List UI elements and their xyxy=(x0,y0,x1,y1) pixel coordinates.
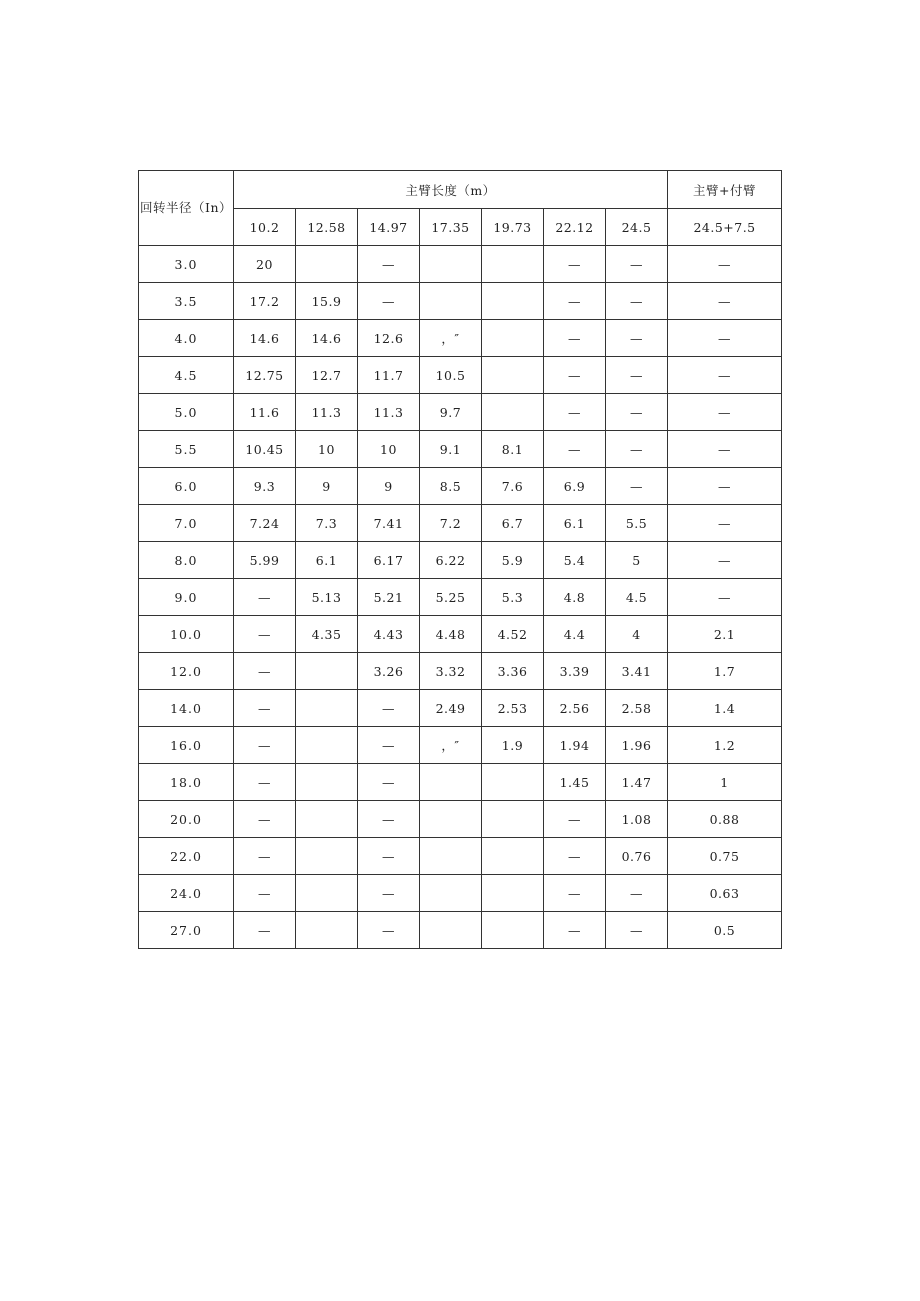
load-cell: 2.49 xyxy=(420,690,482,727)
boom-plus-jib-load-cell: — xyxy=(668,431,782,468)
boom-plus-jib-load-cell: — xyxy=(668,246,782,283)
table-row xyxy=(139,283,782,320)
load-cell: 7.41 xyxy=(358,505,420,542)
radius-cell: 27.0 xyxy=(139,912,234,949)
load-cell: — xyxy=(234,579,296,616)
boom-plus-jib-load-cell: — xyxy=(668,283,782,320)
boom-plus-jib-load-cell: — xyxy=(668,579,782,616)
load-cell: — xyxy=(606,283,668,320)
table-row xyxy=(139,690,782,727)
boom-length-header: 10.2 xyxy=(234,209,296,246)
load-cell: 5.21 xyxy=(358,579,420,616)
table-row xyxy=(139,653,782,690)
load-cell: 7.6 xyxy=(482,468,544,505)
load-cell: 12.75 xyxy=(234,357,296,394)
load-cell: — xyxy=(358,875,420,912)
radius-cell: 5.0 xyxy=(139,394,234,431)
load-cell: 11.3 xyxy=(296,394,358,431)
boom-plus-jib-load-cell: 1.2 xyxy=(668,727,782,764)
load-cell: 1.9 xyxy=(482,727,544,764)
load-cell: — xyxy=(234,912,296,949)
load-cell: — xyxy=(358,912,420,949)
load-cell: 3.32 xyxy=(420,653,482,690)
load-cell: — xyxy=(234,690,296,727)
load-cell xyxy=(296,801,358,838)
load-cell: — xyxy=(544,357,606,394)
load-cell: 9 xyxy=(358,468,420,505)
boom-length-header: 17.35 xyxy=(420,209,482,246)
load-cell xyxy=(420,764,482,801)
load-cell: 1.96 xyxy=(606,727,668,764)
load-cell: 3.41 xyxy=(606,653,668,690)
table-row xyxy=(139,357,782,394)
load-cell: 5 xyxy=(606,542,668,579)
load-cell: — xyxy=(544,283,606,320)
boom-plus-jib-load-cell: — xyxy=(668,394,782,431)
boom-plus-jib-load-cell: — xyxy=(668,320,782,357)
load-cell xyxy=(296,653,358,690)
boom-plus-jib-load-cell: — xyxy=(668,542,782,579)
radius-cell: 18.0 xyxy=(139,764,234,801)
radius-cell: 3.5 xyxy=(139,283,234,320)
load-cell: 9.1 xyxy=(420,431,482,468)
load-cell: — xyxy=(234,875,296,912)
radius-cell: 24.0 xyxy=(139,875,234,912)
radius-cell: 5.5 xyxy=(139,431,234,468)
load-cell: 14.6 xyxy=(296,320,358,357)
table-row xyxy=(139,579,782,616)
load-cell: 5.25 xyxy=(420,579,482,616)
load-cell: 2.56 xyxy=(544,690,606,727)
load-cell: 4 xyxy=(606,616,668,653)
load-cell: 9 xyxy=(296,468,358,505)
load-cell: 15.9 xyxy=(296,283,358,320)
load-cell: 6.7 xyxy=(482,505,544,542)
table-row xyxy=(139,616,782,653)
main-boom-header: 主臂长度（m） xyxy=(234,171,668,209)
load-cell: — xyxy=(358,690,420,727)
table-row xyxy=(139,764,782,801)
boom-plus-jib-load-cell: 1.4 xyxy=(668,690,782,727)
boom-plus-jib-load-cell: 1 xyxy=(668,764,782,801)
load-cell xyxy=(482,283,544,320)
table-row xyxy=(139,875,782,912)
load-cell: 9.3 xyxy=(234,468,296,505)
load-cell: — xyxy=(544,431,606,468)
load-cell: — xyxy=(544,801,606,838)
load-cell xyxy=(296,246,358,283)
load-cell: — xyxy=(234,653,296,690)
table-row xyxy=(139,542,782,579)
radius-header: 回转半径（In） xyxy=(139,171,234,246)
load-cell xyxy=(482,764,544,801)
load-cell xyxy=(482,801,544,838)
load-cell: 5.13 xyxy=(296,579,358,616)
boom-length-header: 14.97 xyxy=(358,209,420,246)
boom-length-header: 24.5 xyxy=(606,209,668,246)
load-cell xyxy=(420,801,482,838)
table-row xyxy=(139,505,782,542)
radius-cell: 4.5 xyxy=(139,357,234,394)
load-cell xyxy=(482,394,544,431)
load-cell xyxy=(482,320,544,357)
load-cell xyxy=(482,357,544,394)
load-cell xyxy=(296,727,358,764)
boom-plus-jib-load-cell: — xyxy=(668,505,782,542)
boom-plus-jib-load-cell: 0.63 xyxy=(668,875,782,912)
header-row-main xyxy=(139,171,782,209)
load-cell: 7.3 xyxy=(296,505,358,542)
load-cell xyxy=(482,246,544,283)
load-cell: 12.7 xyxy=(296,357,358,394)
load-cell: — xyxy=(606,246,668,283)
boom-length-header: 22.12 xyxy=(544,209,606,246)
radius-cell: 3.0 xyxy=(139,246,234,283)
load-cell: — xyxy=(234,764,296,801)
load-cell: 12.6 xyxy=(358,320,420,357)
load-cell: 10.5 xyxy=(420,357,482,394)
table-row xyxy=(139,431,782,468)
load-cell: — xyxy=(606,431,668,468)
load-cell xyxy=(420,912,482,949)
load-cell xyxy=(482,912,544,949)
load-cell xyxy=(420,838,482,875)
load-cell: — xyxy=(234,801,296,838)
boom-plus-jib-load-cell: 2.1 xyxy=(668,616,782,653)
load-cell: — xyxy=(544,875,606,912)
load-cell: 6.9 xyxy=(544,468,606,505)
table-row xyxy=(139,801,782,838)
load-cell: — xyxy=(606,912,668,949)
radius-cell: 16.0 xyxy=(139,727,234,764)
load-cell: 11.6 xyxy=(234,394,296,431)
load-cell: ，″ xyxy=(420,320,482,357)
load-cell: 5.4 xyxy=(544,542,606,579)
load-cell: — xyxy=(358,838,420,875)
table-row xyxy=(139,246,782,283)
load-cell: 5.9 xyxy=(482,542,544,579)
load-cell: — xyxy=(544,912,606,949)
load-cell: 1.08 xyxy=(606,801,668,838)
load-cell: ，″ xyxy=(420,727,482,764)
load-cell: 3.39 xyxy=(544,653,606,690)
load-cell: 9.7 xyxy=(420,394,482,431)
load-table-body xyxy=(139,171,782,949)
load-cell xyxy=(420,875,482,912)
load-cell: — xyxy=(544,320,606,357)
load-cell xyxy=(296,912,358,949)
load-cell: — xyxy=(358,246,420,283)
load-cell xyxy=(296,690,358,727)
table-row xyxy=(139,394,782,431)
load-cell: 1.47 xyxy=(606,764,668,801)
load-cell: — xyxy=(606,468,668,505)
load-cell: 3.26 xyxy=(358,653,420,690)
load-cell: — xyxy=(544,394,606,431)
table-row xyxy=(139,838,782,875)
boom-plus-jib-load-cell: 0.5 xyxy=(668,912,782,949)
load-cell: 0.76 xyxy=(606,838,668,875)
load-cell: 6.1 xyxy=(296,542,358,579)
load-cell: 4.8 xyxy=(544,579,606,616)
radius-cell: 7.0 xyxy=(139,505,234,542)
load-cell: 2.58 xyxy=(606,690,668,727)
radius-cell: 22.0 xyxy=(139,838,234,875)
load-cell: — xyxy=(606,875,668,912)
boom-plus-jib-load-cell: 0.88 xyxy=(668,801,782,838)
header-row-lengths xyxy=(139,209,782,246)
radius-cell: 10.0 xyxy=(139,616,234,653)
load-cell: 5.3 xyxy=(482,579,544,616)
load-cell xyxy=(420,246,482,283)
table-row xyxy=(139,912,782,949)
load-cell: 2.53 xyxy=(482,690,544,727)
load-cell: 11.3 xyxy=(358,394,420,431)
boom-plus-jib-load-cell: — xyxy=(668,357,782,394)
table-row xyxy=(139,727,782,764)
radius-cell: 9.0 xyxy=(139,579,234,616)
load-cell: — xyxy=(358,727,420,764)
load-cell: 1.45 xyxy=(544,764,606,801)
load-cell: — xyxy=(234,727,296,764)
load-cell: 4.48 xyxy=(420,616,482,653)
radius-cell: 4.0 xyxy=(139,320,234,357)
load-cell: — xyxy=(234,616,296,653)
load-cell: — xyxy=(234,838,296,875)
load-cell xyxy=(296,764,358,801)
load-cell: — xyxy=(544,838,606,875)
load-cell xyxy=(420,283,482,320)
load-cell: 7.24 xyxy=(234,505,296,542)
load-cell: 6.1 xyxy=(544,505,606,542)
load-cell: 5.99 xyxy=(234,542,296,579)
load-cell: 8.1 xyxy=(482,431,544,468)
load-cell: 7.2 xyxy=(420,505,482,542)
load-cell: — xyxy=(606,320,668,357)
boom-length-header: 12.58 xyxy=(296,209,358,246)
radius-cell: 8.0 xyxy=(139,542,234,579)
load-cell: 10.45 xyxy=(234,431,296,468)
load-cell: 4.4 xyxy=(544,616,606,653)
load-cell: 14.6 xyxy=(234,320,296,357)
load-cell: 20 xyxy=(234,246,296,283)
boom-plus-jib-load-cell: 1.7 xyxy=(668,653,782,690)
load-cell: 4.43 xyxy=(358,616,420,653)
table-row xyxy=(139,320,782,357)
load-cell: 11.7 xyxy=(358,357,420,394)
load-cell xyxy=(296,838,358,875)
load-cell: — xyxy=(358,283,420,320)
load-cell: 5.5 xyxy=(606,505,668,542)
load-cell: — xyxy=(544,246,606,283)
load-cell: 4.52 xyxy=(482,616,544,653)
load-cell: 4.35 xyxy=(296,616,358,653)
load-cell: — xyxy=(606,394,668,431)
boom-plus-jib-load-cell: 0.75 xyxy=(668,838,782,875)
radius-cell: 14.0 xyxy=(139,690,234,727)
load-cell: 17.2 xyxy=(234,283,296,320)
load-cell: 1.94 xyxy=(544,727,606,764)
boom-length-header: 19.73 xyxy=(482,209,544,246)
radius-cell: 6.0 xyxy=(139,468,234,505)
load-cell: — xyxy=(606,357,668,394)
load-cell xyxy=(296,875,358,912)
load-cell: — xyxy=(358,764,420,801)
load-cell: 6.17 xyxy=(358,542,420,579)
load-cell: 4.5 xyxy=(606,579,668,616)
load-cell: 8.5 xyxy=(420,468,482,505)
crane-load-table xyxy=(138,170,782,949)
load-cell: 10 xyxy=(296,431,358,468)
load-cell: 10 xyxy=(358,431,420,468)
load-cell xyxy=(482,875,544,912)
load-cell: 3.36 xyxy=(482,653,544,690)
load-cell xyxy=(482,838,544,875)
boom-plus-jib-load-cell: — xyxy=(668,468,782,505)
boom-plus-jib-length-header: 24.5+7.5 xyxy=(668,209,782,246)
table-row xyxy=(139,468,782,505)
load-cell: — xyxy=(358,801,420,838)
load-cell: 6.22 xyxy=(420,542,482,579)
boom-plus-jib-header: 主臂+付臂 xyxy=(668,171,782,209)
radius-cell: 12.0 xyxy=(139,653,234,690)
radius-cell: 20.0 xyxy=(139,801,234,838)
